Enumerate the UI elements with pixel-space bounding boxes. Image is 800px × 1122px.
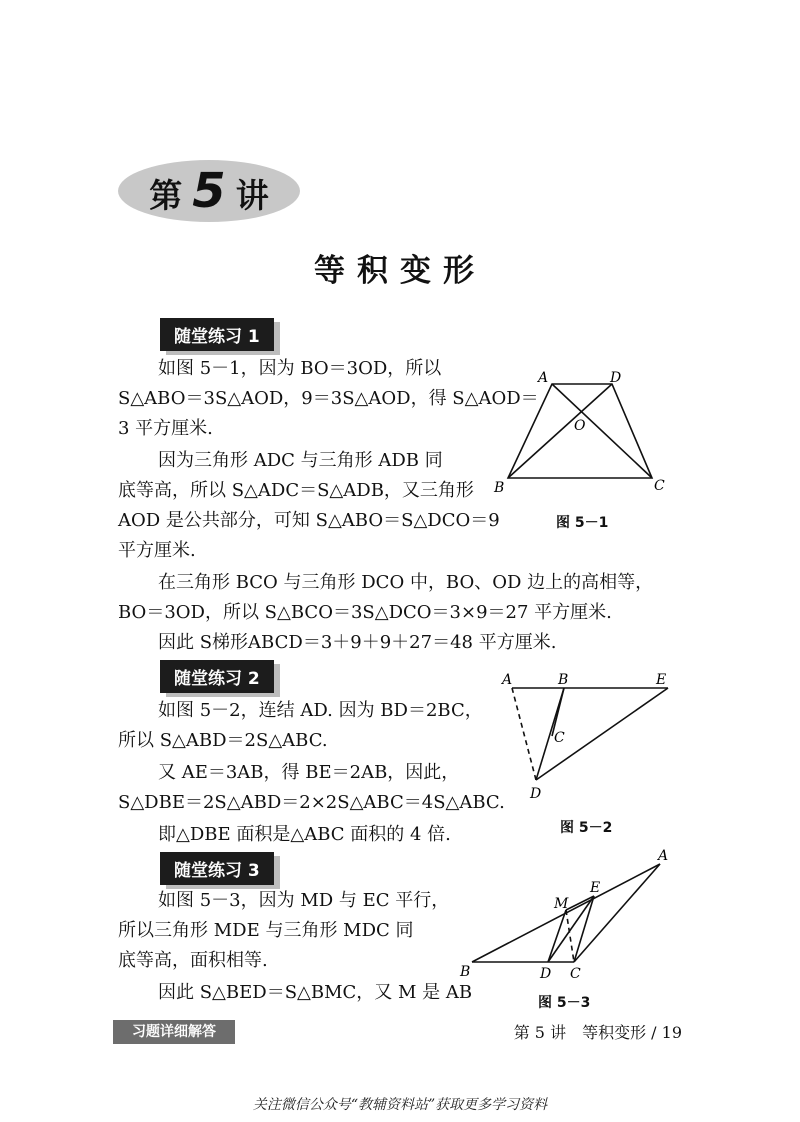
footer-page-info: 第 5 讲 等积变形 / 19 bbox=[513, 1023, 682, 1042]
text-line: 因此 S梯形ABCD＝3＋9＋9＋27＝48 平方厘米. bbox=[158, 632, 557, 653]
text-line: 如图 5－1，因为 BO＝3OD，所以 bbox=[158, 358, 442, 379]
fig1-label-a: A bbox=[538, 370, 549, 386]
fig1-label-d: D bbox=[610, 370, 622, 386]
text-line: AOD 是公共部分，可知 S△ABO＝S△DCO＝9 bbox=[118, 510, 500, 531]
badge-suffix: 讲 bbox=[235, 176, 269, 215]
chapter-badge-text bbox=[149, 163, 268, 219]
fig3-label-d: D bbox=[540, 966, 552, 982]
fig1-label-b: B bbox=[494, 480, 505, 496]
text-line: BO＝3OD，所以 S△BCO＝3S△DCO＝3×9＝27 平方厘米. bbox=[118, 602, 612, 623]
fig2-label-d: D bbox=[530, 786, 542, 802]
text-line: 如图 5－2，连结 AD. 因为 BD＝2BC， bbox=[158, 700, 483, 721]
text-line: 即△DBE 面积是△ABC 面积的 4 倍. bbox=[158, 824, 451, 845]
text-line: 如图 5－3，因为 MD 与 EC 平行， bbox=[158, 890, 450, 911]
badge-number: 5 bbox=[192, 163, 226, 219]
chapter-title: 等积变形 bbox=[314, 253, 486, 289]
section-heading-2: 随堂练习 2 bbox=[160, 660, 274, 693]
text-line: 平方厘米. bbox=[118, 540, 196, 561]
fig3-label-e: E bbox=[590, 880, 601, 896]
badge-prefix: 第 bbox=[149, 176, 183, 215]
section-heading-3: 随堂练习 3 bbox=[160, 852, 274, 885]
fig1-label-c: C bbox=[654, 478, 665, 494]
fig3-label-m: M bbox=[554, 896, 569, 912]
section-heading-1: 随堂练习 1 bbox=[160, 318, 274, 351]
text-line: S△ABO＝3S△AOD，9＝3S△AOD，得 S△AOD＝ bbox=[118, 388, 539, 409]
figure-caption-5-2: 图 5－2 bbox=[560, 820, 613, 836]
fig3-label-a: A bbox=[658, 848, 669, 864]
fig2-label-c: C bbox=[554, 730, 565, 746]
figure-caption-5-1: 图 5－1 bbox=[556, 515, 609, 531]
fig2-label-a: A bbox=[502, 672, 513, 688]
text-line: 底等高，所以 S△ADC＝S△ADB，又三角形 bbox=[118, 480, 474, 501]
text-line: 因此 S△BED＝S△BMC，又 M 是 AB bbox=[158, 982, 473, 1003]
fig2-label-b: B bbox=[558, 672, 569, 688]
fig2-label-e: E bbox=[656, 672, 667, 688]
figure-5-1 bbox=[488, 364, 678, 499]
text-line: S△DBE＝2S△ABD＝2×2S△ABC＝4S△ABC. bbox=[118, 792, 505, 813]
text-line: 因为三角形 ADC 与三角形 ADB 同 bbox=[158, 450, 443, 471]
fig1-label-o: O bbox=[574, 418, 586, 434]
text-line: 所以 S△ABD＝2S△ABC. bbox=[118, 730, 328, 751]
figure-5-3 bbox=[456, 846, 678, 982]
fig3-label-c: C bbox=[570, 966, 581, 982]
text-line: 3 平方厘米. bbox=[118, 418, 213, 439]
chapter-badge bbox=[118, 160, 300, 222]
text-line: 底等高，面积相等. bbox=[118, 950, 268, 971]
text-line: 所以三角形 MDE 与三角形 MDC 同 bbox=[118, 920, 414, 941]
text-line: 又 AE＝3AB，得 BE＝2AB，因此， bbox=[158, 762, 460, 783]
fig3-label-b: B bbox=[460, 964, 471, 980]
figure-caption-5-3: 图 5－3 bbox=[538, 995, 591, 1011]
figure-5-2 bbox=[496, 670, 682, 804]
bottom-note: 关注微信公众号“教辅资料站”获取更多学习资料 bbox=[252, 1097, 548, 1113]
footer-badge: 习题详细解答 bbox=[113, 1020, 235, 1044]
text-line: 在三角形 BCO 与三角形 DCO 中，BO、OD 边上的高相等， bbox=[158, 572, 654, 593]
